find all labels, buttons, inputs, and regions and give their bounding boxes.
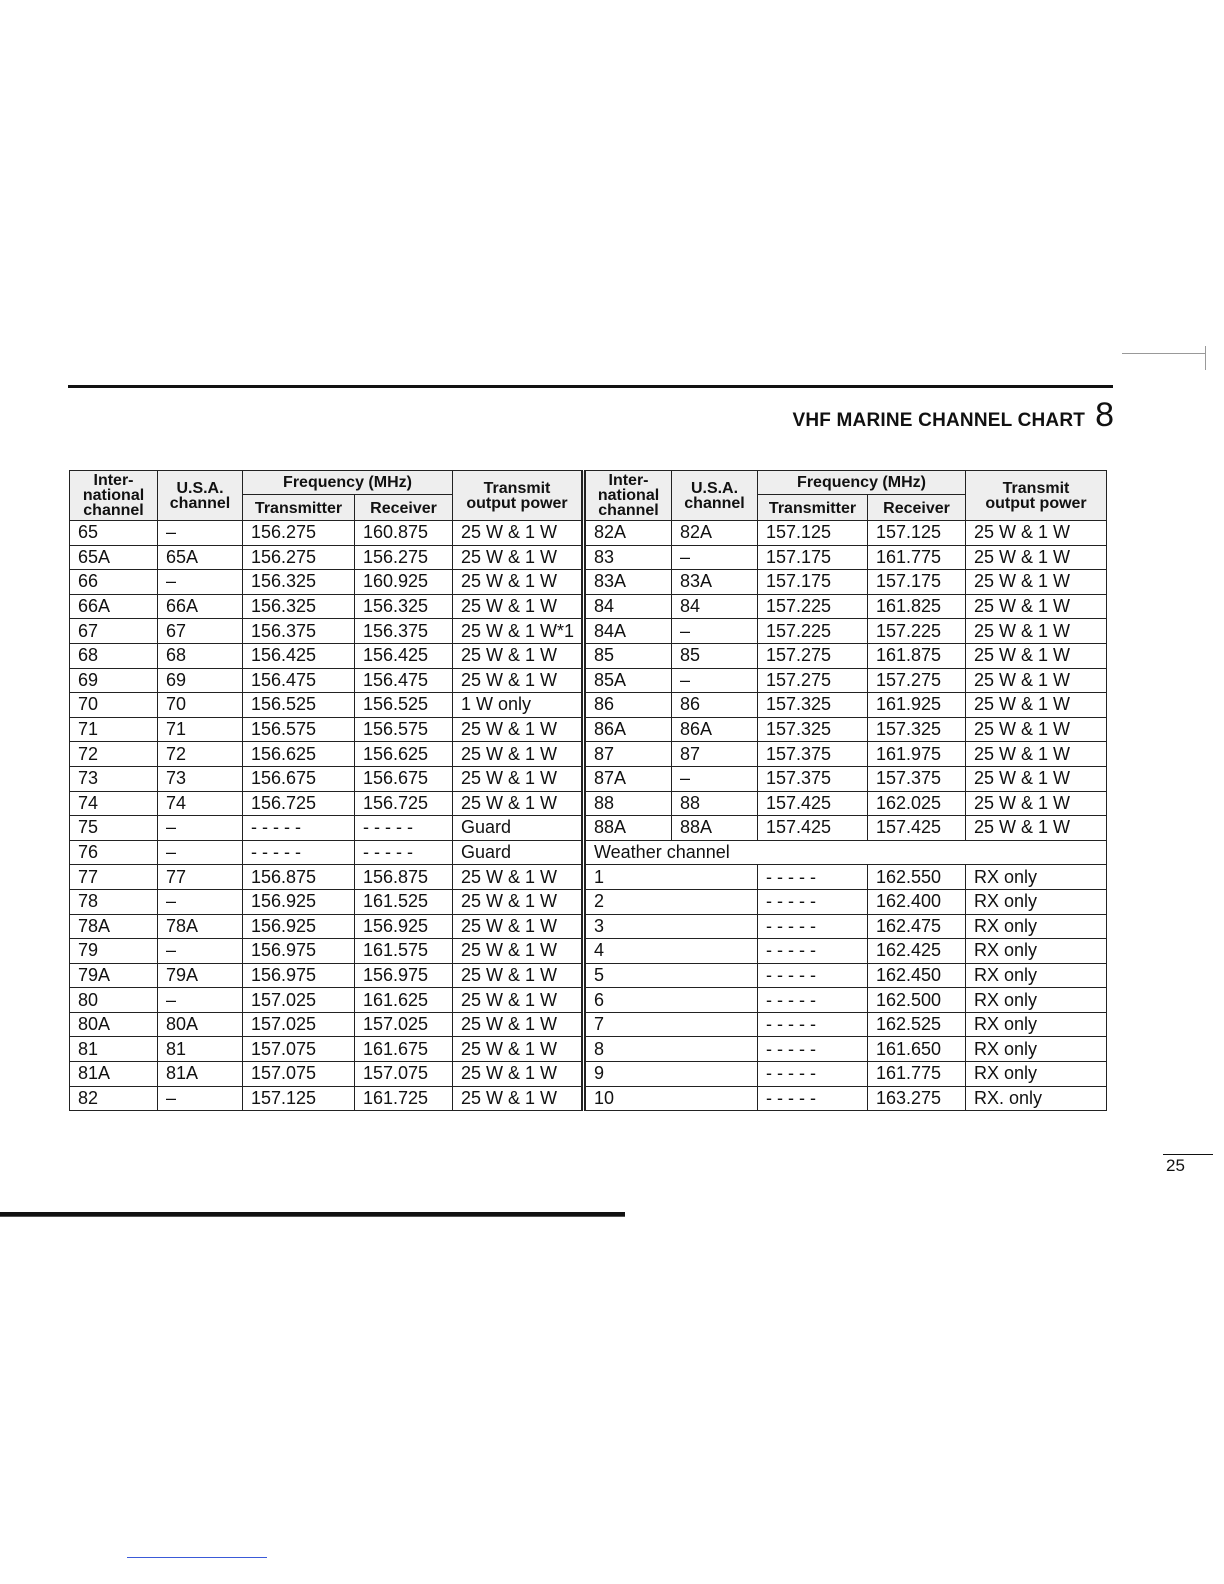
output-power: 25 W & 1 W [966, 619, 1107, 644]
tx-freq: - - - - - [758, 865, 868, 890]
intl-channel: 65 [70, 521, 158, 546]
output-power: 25 W & 1 W [453, 545, 584, 570]
weather-channel-label: Weather channel [584, 840, 1107, 865]
rx-freq: 156.675 [355, 766, 453, 791]
tx-freq: 156.975 [243, 939, 355, 964]
rx-freq: - - - - - [355, 816, 453, 841]
table-row [70, 668, 1107, 693]
intl-channel: 84 [584, 594, 672, 619]
header-transmitter: Transmitter [758, 494, 868, 520]
rx-freq: 160.925 [355, 570, 453, 595]
output-power: 25 W & 1 W [453, 668, 584, 693]
rx-freq: 156.875 [355, 865, 453, 890]
table-row [70, 619, 1107, 644]
intl-channel: 83 [584, 545, 672, 570]
rx-freq: 157.375 [868, 766, 966, 791]
output-power: 25 W & 1 W [453, 742, 584, 767]
tx-freq: - - - - - [243, 840, 355, 865]
intl-channel: 78A [70, 914, 158, 939]
usa-channel: 66A [158, 594, 243, 619]
table-row [70, 1012, 1107, 1037]
usa-channel: 73 [158, 766, 243, 791]
output-power: RX only [966, 988, 1107, 1013]
output-power: 25 W & 1 W [453, 939, 584, 964]
output-power: Guard [453, 840, 584, 865]
tx-freq: 156.475 [243, 668, 355, 693]
rx-freq: 157.325 [868, 717, 966, 742]
tx-freq: 157.025 [243, 988, 355, 1013]
output-power: 25 W & 1 W [453, 1037, 584, 1062]
tx-freq: 156.725 [243, 791, 355, 816]
weather-channel-number: 7 [584, 1012, 758, 1037]
intl-channel: 77 [70, 865, 158, 890]
intl-channel: 83A [584, 570, 672, 595]
output-power: 25 W & 1 W [453, 791, 584, 816]
table-row [70, 988, 1107, 1013]
page-title: VHF MARINE CHANNEL CHART [792, 410, 1086, 431]
usa-channel: – [672, 766, 758, 791]
output-power: RX only [966, 914, 1107, 939]
usa-channel: – [672, 545, 758, 570]
header-intl-channel: Inter- national channel [584, 471, 672, 521]
output-power: RX only [966, 1012, 1107, 1037]
tx-freq: - - - - - [758, 963, 868, 988]
output-power: 25 W & 1 W [966, 545, 1107, 570]
usa-channel: 79A [158, 963, 243, 988]
weather-channel-number: 4 [584, 939, 758, 964]
intl-channel: 78 [70, 889, 158, 914]
page-number-rule [1163, 1154, 1213, 1155]
rx-freq: 161.525 [355, 889, 453, 914]
rx-freq: 162.500 [868, 988, 966, 1013]
output-power: 25 W & 1 W [966, 717, 1107, 742]
rx-freq: 156.475 [355, 668, 453, 693]
intl-channel: 79A [70, 963, 158, 988]
usa-channel: 81 [158, 1037, 243, 1062]
rx-freq: 161.775 [868, 545, 966, 570]
output-power: RX only [966, 889, 1107, 914]
output-power: 25 W & 1 W [966, 643, 1107, 668]
header-receiver: Receiver [355, 494, 453, 520]
usa-channel: 81A [158, 1062, 243, 1087]
rx-freq: 162.475 [868, 914, 966, 939]
intl-channel: 70 [70, 693, 158, 718]
tx-freq: 157.275 [758, 643, 868, 668]
tx-freq: 157.225 [758, 619, 868, 644]
header-intl-channel: Inter- national channel [70, 471, 158, 521]
rx-freq: 161.925 [868, 693, 966, 718]
tx-freq: 157.125 [758, 521, 868, 546]
blue-mark [127, 1557, 267, 1558]
output-power: 25 W & 1 W [966, 521, 1107, 546]
rx-freq: 156.325 [355, 594, 453, 619]
header-transmitter: Transmitter [243, 494, 355, 520]
table-row [70, 1062, 1107, 1087]
intl-channel: 68 [70, 643, 158, 668]
tx-freq: 157.175 [758, 545, 868, 570]
rx-freq: 157.025 [355, 1012, 453, 1037]
tx-freq: 156.325 [243, 570, 355, 595]
usa-channel: 87 [672, 742, 758, 767]
page-header [792, 398, 1114, 432]
rx-freq: 161.650 [868, 1037, 966, 1062]
channel-chart-table [69, 470, 1107, 1111]
usa-channel: – [672, 668, 758, 693]
output-power: 1 W only [453, 693, 584, 718]
rx-freq: 156.575 [355, 717, 453, 742]
tx-freq: - - - - - [758, 1012, 868, 1037]
intl-channel: 81A [70, 1062, 158, 1087]
table-row [70, 643, 1107, 668]
tx-freq: - - - - - [758, 1086, 868, 1111]
table-row [70, 693, 1107, 718]
intl-channel: 65A [70, 545, 158, 570]
output-power: 25 W & 1 W [453, 865, 584, 890]
rx-freq: - - - - - [355, 840, 453, 865]
usa-channel: 72 [158, 742, 243, 767]
table-row [70, 791, 1107, 816]
tx-freq: - - - - - [758, 1037, 868, 1062]
table-row [70, 717, 1107, 742]
tx-freq: 157.075 [243, 1062, 355, 1087]
tx-freq: 157.175 [758, 570, 868, 595]
tx-freq: 156.375 [243, 619, 355, 644]
intl-channel: 66A [70, 594, 158, 619]
intl-channel: 84A [584, 619, 672, 644]
usa-channel: 86 [672, 693, 758, 718]
tx-freq: - - - - - [243, 816, 355, 841]
tx-freq: 156.275 [243, 545, 355, 570]
usa-channel: 67 [158, 619, 243, 644]
tx-freq: 156.325 [243, 594, 355, 619]
tx-freq: 157.075 [243, 1037, 355, 1062]
tx-freq: 156.875 [243, 865, 355, 890]
output-power: 25 W & 1 W [453, 521, 584, 546]
usa-channel: – [158, 816, 243, 841]
intl-channel: 75 [70, 816, 158, 841]
rx-freq: 157.075 [355, 1062, 453, 1087]
rx-freq: 162.425 [868, 939, 966, 964]
intl-channel: 71 [70, 717, 158, 742]
section-number: 8 [1095, 396, 1114, 434]
intl-channel: 79 [70, 939, 158, 964]
top-rule [68, 385, 1113, 388]
output-power: 25 W & 1 W [453, 1062, 584, 1087]
output-power: RX only [966, 963, 1107, 988]
output-power: 25 W & 1 W [966, 668, 1107, 693]
bottom-rule [0, 1216, 625, 1217]
usa-channel: – [158, 521, 243, 546]
table-row [70, 840, 1107, 865]
weather-channel-number: 2 [584, 889, 758, 914]
table-row [70, 1086, 1107, 1111]
table-row [70, 816, 1107, 841]
table-row [70, 939, 1107, 964]
usa-channel: – [158, 1086, 243, 1111]
intl-channel: 88 [584, 791, 672, 816]
weather-channel-number: 10 [584, 1086, 758, 1111]
tx-freq: 156.925 [243, 889, 355, 914]
weather-channel-number: 6 [584, 988, 758, 1013]
table-row [70, 545, 1107, 570]
rx-freq: 156.275 [355, 545, 453, 570]
intl-channel: 73 [70, 766, 158, 791]
rx-freq: 161.725 [355, 1086, 453, 1111]
tx-freq: 156.525 [243, 693, 355, 718]
intl-channel: 85 [584, 643, 672, 668]
output-power: 25 W & 1 W [453, 570, 584, 595]
rx-freq: 157.125 [868, 521, 966, 546]
output-power: 25 W & 1 W [966, 742, 1107, 767]
usa-channel: – [158, 889, 243, 914]
output-power: 25 W & 1 W*1 [453, 619, 584, 644]
output-power: 25 W & 1 W [453, 1012, 584, 1037]
table-row [70, 889, 1107, 914]
usa-channel: 80A [158, 1012, 243, 1037]
output-power: RX only [966, 865, 1107, 890]
output-power: 25 W & 1 W [453, 963, 584, 988]
usa-channel: 85 [672, 643, 758, 668]
rx-freq: 161.975 [868, 742, 966, 767]
output-power: 25 W & 1 W [966, 693, 1107, 718]
tx-freq: 157.425 [758, 816, 868, 841]
tx-freq: 157.275 [758, 668, 868, 693]
rx-freq: 162.400 [868, 889, 966, 914]
output-power: 25 W & 1 W [453, 914, 584, 939]
intl-channel: 67 [70, 619, 158, 644]
output-power: 25 W & 1 W [966, 766, 1107, 791]
intl-channel: 87 [584, 742, 672, 767]
table-row [70, 914, 1107, 939]
tx-freq: - - - - - [758, 889, 868, 914]
tx-freq: 157.025 [243, 1012, 355, 1037]
rx-freq: 162.525 [868, 1012, 966, 1037]
table-row [70, 521, 1107, 546]
weather-channel-number: 9 [584, 1062, 758, 1087]
rx-freq: 156.975 [355, 963, 453, 988]
usa-channel: 74 [158, 791, 243, 816]
tx-freq: - - - - - [758, 939, 868, 964]
tx-freq: 156.425 [243, 643, 355, 668]
table-row [70, 742, 1107, 767]
weather-channel-number: 3 [584, 914, 758, 939]
weather-channel-number: 1 [584, 865, 758, 890]
intl-channel: 81 [70, 1037, 158, 1062]
usa-channel: – [158, 840, 243, 865]
usa-channel: 77 [158, 865, 243, 890]
rx-freq: 162.450 [868, 963, 966, 988]
intl-channel: 88A [584, 816, 672, 841]
rx-freq: 156.625 [355, 742, 453, 767]
usa-channel: 69 [158, 668, 243, 693]
output-power: 25 W & 1 W [453, 643, 584, 668]
tx-freq: - - - - - [758, 1062, 868, 1087]
usa-channel: 65A [158, 545, 243, 570]
usa-channel: 70 [158, 693, 243, 718]
table-row [70, 1037, 1107, 1062]
tx-freq: 157.375 [758, 742, 868, 767]
output-power: RX only [966, 939, 1107, 964]
output-power: RX only [966, 1062, 1107, 1087]
usa-channel: 84 [672, 594, 758, 619]
output-power: 25 W & 1 W [453, 889, 584, 914]
output-power: 25 W & 1 W [453, 766, 584, 791]
rx-freq: 163.275 [868, 1086, 966, 1111]
rx-freq: 161.875 [868, 643, 966, 668]
table-row [70, 963, 1107, 988]
header-frequency: Frequency (MHz) [243, 471, 453, 495]
usa-channel: 83A [672, 570, 758, 595]
output-power: 25 W & 1 W [453, 988, 584, 1013]
tx-freq: 156.575 [243, 717, 355, 742]
rx-freq: 157.425 [868, 816, 966, 841]
rx-freq: 157.225 [868, 619, 966, 644]
rx-freq: 156.725 [355, 791, 453, 816]
tx-freq: 157.375 [758, 766, 868, 791]
crop-mark [1205, 346, 1206, 370]
rx-freq: 162.025 [868, 791, 966, 816]
rx-freq: 161.775 [868, 1062, 966, 1087]
intl-channel: 76 [70, 840, 158, 865]
tx-freq: 157.325 [758, 717, 868, 742]
rx-freq: 156.525 [355, 693, 453, 718]
output-power: Guard [453, 816, 584, 841]
intl-channel: 74 [70, 791, 158, 816]
output-power: 25 W & 1 W [453, 594, 584, 619]
header-frequency: Frequency (MHz) [758, 471, 966, 495]
intl-channel: 82 [70, 1086, 158, 1111]
tx-freq: 157.125 [243, 1086, 355, 1111]
usa-channel: 86A [672, 717, 758, 742]
usa-channel: 82A [672, 521, 758, 546]
output-power: 25 W & 1 W [966, 816, 1107, 841]
table-row [70, 594, 1107, 619]
header-usa-channel: U.S.A. channel [672, 471, 758, 521]
intl-channel: 80A [70, 1012, 158, 1037]
rx-freq: 161.675 [355, 1037, 453, 1062]
weather-channel-number: 8 [584, 1037, 758, 1062]
usa-channel: 71 [158, 717, 243, 742]
crop-mark [1122, 353, 1206, 354]
tx-freq: 156.675 [243, 766, 355, 791]
header-output-power: Transmit output power [453, 471, 584, 521]
rx-freq: 156.375 [355, 619, 453, 644]
intl-channel: 86A [584, 717, 672, 742]
usa-channel: – [672, 619, 758, 644]
usa-channel: – [158, 570, 243, 595]
rx-freq: 156.425 [355, 643, 453, 668]
tx-freq: 157.325 [758, 693, 868, 718]
tx-freq: 157.225 [758, 594, 868, 619]
tx-freq: 156.275 [243, 521, 355, 546]
header-output-power: Transmit output power [966, 471, 1107, 521]
tx-freq: - - - - - [758, 914, 868, 939]
usa-channel: – [158, 988, 243, 1013]
rx-freq: 157.175 [868, 570, 966, 595]
rx-freq: 161.575 [355, 939, 453, 964]
output-power: RX. only [966, 1086, 1107, 1111]
usa-channel: 88 [672, 791, 758, 816]
output-power: 25 W & 1 W [453, 717, 584, 742]
rx-freq: 156.925 [355, 914, 453, 939]
tx-freq: 156.975 [243, 963, 355, 988]
intl-channel: 86 [584, 693, 672, 718]
rx-freq: 162.550 [868, 865, 966, 890]
intl-channel: 85A [584, 668, 672, 693]
tx-freq: 156.625 [243, 742, 355, 767]
table-row [70, 570, 1107, 595]
tx-freq: 156.925 [243, 914, 355, 939]
table-row [70, 865, 1107, 890]
header-receiver: Receiver [868, 494, 966, 520]
intl-channel: 82A [584, 521, 672, 546]
rx-freq: 160.875 [355, 521, 453, 546]
weather-channel-number: 5 [584, 963, 758, 988]
output-power: 25 W & 1 W [966, 791, 1107, 816]
rx-freq: 161.625 [355, 988, 453, 1013]
output-power: 25 W & 1 W [966, 570, 1107, 595]
output-power: RX only [966, 1037, 1107, 1062]
intl-channel: 87A [584, 766, 672, 791]
usa-channel: 68 [158, 643, 243, 668]
table-row [70, 766, 1107, 791]
intl-channel: 69 [70, 668, 158, 693]
intl-channel: 66 [70, 570, 158, 595]
rx-freq: 161.825 [868, 594, 966, 619]
header-usa-channel: U.S.A. channel [158, 471, 243, 521]
output-power: 25 W & 1 W [453, 1086, 584, 1111]
tx-freq: 157.425 [758, 791, 868, 816]
usa-channel: 78A [158, 914, 243, 939]
rx-freq: 157.275 [868, 668, 966, 693]
intl-channel: 72 [70, 742, 158, 767]
usa-channel: 88A [672, 816, 758, 841]
intl-channel: 80 [70, 988, 158, 1013]
page-number: 25 [1166, 1156, 1185, 1175]
tx-freq: - - - - - [758, 988, 868, 1013]
usa-channel: – [158, 939, 243, 964]
output-power: 25 W & 1 W [966, 594, 1107, 619]
